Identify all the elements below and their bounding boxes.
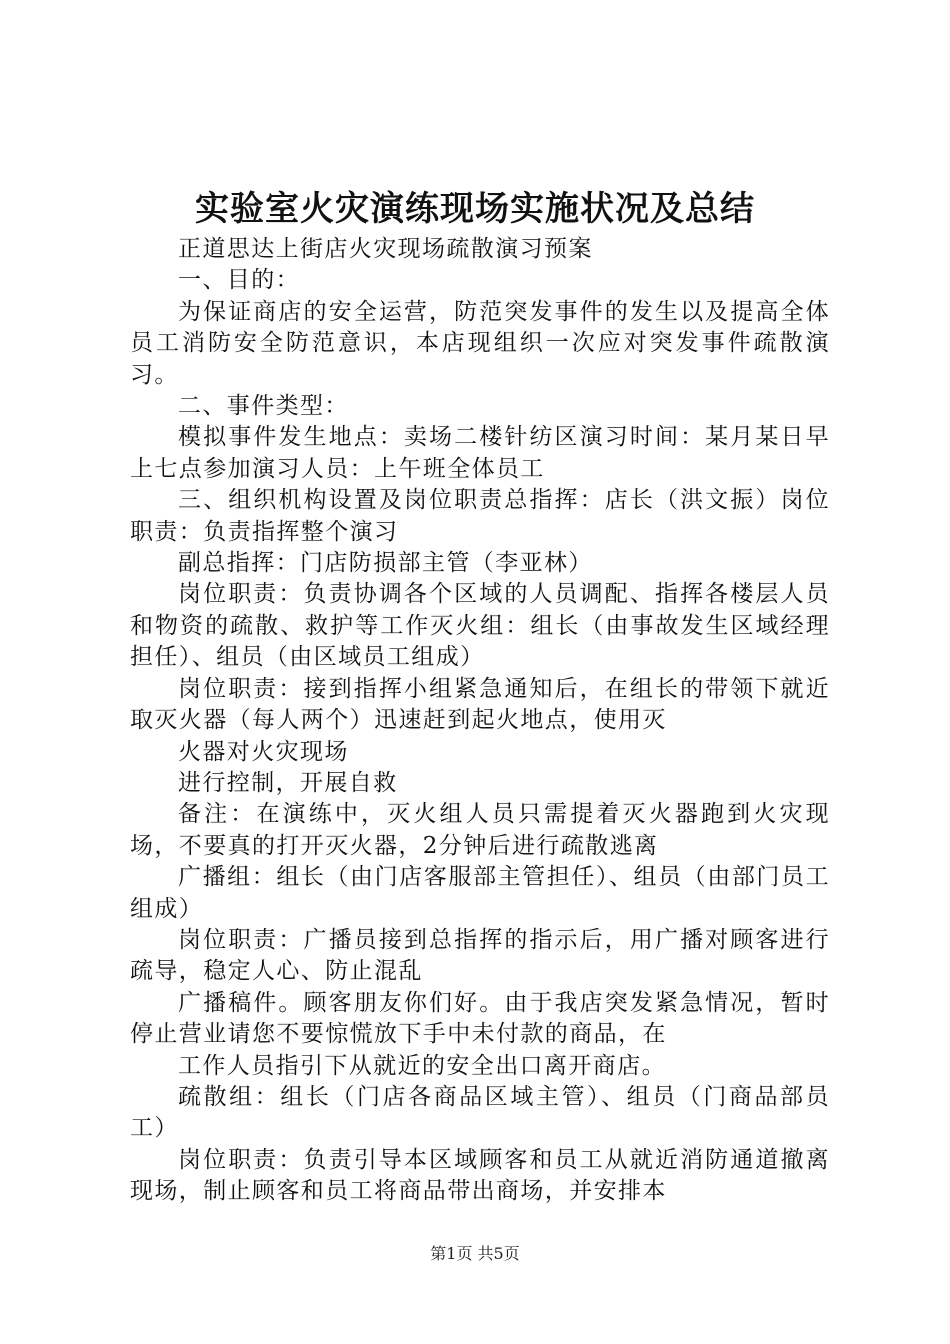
paragraph-broadcast-duties: 岗位职责：广播员接到总指挥的指示后，用广播对顾客进行疏导，稳定人心、防止混乱 <box>130 926 830 985</box>
paragraph-firefighting-cont-1: 火器对火灾现场 <box>178 738 349 765</box>
paragraph-broadcast-script: 广播稿件。顾客朋友你们好。由于我店突发紧急情况，暂时停止营业请您不要惊慌放下手中未付款的商品，在 <box>130 989 830 1048</box>
paragraph-deputy-duties: 岗位职责：负责协调各个区域的人员调配、指挥各楼层人员和物资的疏散、救护等工作灭火组：组长（由事故发生区域经理担任）、组员（由区域员工组成） <box>130 581 830 671</box>
paragraph-deputy-commander: 副总指挥：门店防损部主管（李亚林） <box>178 550 593 577</box>
paragraph-plan-heading: 正道思达上街店火灾现场疏散演习预案 <box>178 236 593 262</box>
paragraph-organization: 三、组织机构设置及岗位职责总指挥：店长（洪文振）岗位职责：负责指挥整个演习 <box>130 487 830 545</box>
paragraph-firefighting-duties: 岗位职责：接到指挥小组紧急通知后，在组长的带领下就近取灭火器（每人两个）迅速赶到起火地点，使用灭 <box>130 675 830 734</box>
paragraph-section-purpose: 一、目的： <box>178 267 300 294</box>
paragraph-section-event-type: 二、事件类型： <box>178 393 349 420</box>
page-title: 实验室火灾演练现场实施状况及总结 <box>195 189 755 229</box>
paragraph-remarks: 备注：在演练中，灭火组人员只需提着灭火器跑到火灾现场，不要真的打开灭火器，2分钟后进行疏散逃离 <box>130 801 830 859</box>
paragraph-event-details: 模拟事件发生地点：卖场二楼针纺区演习时间：某月某日早上七点参加演习人员：上午班全体员工 <box>130 424 830 482</box>
paragraph-evacuation-duties: 岗位职责：负责引导本区域顾客和员工从就近消防通道撤离现场，制止顾客和员工将商品带出商场，并安排本 <box>130 1146 830 1205</box>
paragraph-purpose-text: 为保证商店的安全运营，防范突发事件的发生以及提高全体员工消防安全防范意识，本店现组织一次应对突发事件疏散演习。 <box>130 298 830 388</box>
paragraph-firefighting-cont-2: 进行控制，开展自救 <box>178 769 398 796</box>
document-body <box>130 234 830 1208</box>
paragraph-evacuation-group: 疏散组：组长（门店各商品区域主管）、组员（门商品部员工） <box>130 1083 830 1142</box>
paragraph-broadcast-group: 广播组：组长（由门店客服部主管担任）、组员（由部门员工组成） <box>130 864 830 922</box>
paragraph-broadcast-script-cont: 工作人员指引下从就近的安全出口离开商店。 <box>178 1052 666 1079</box>
page-number-footer: 第1页 共5页 <box>430 1244 520 1263</box>
